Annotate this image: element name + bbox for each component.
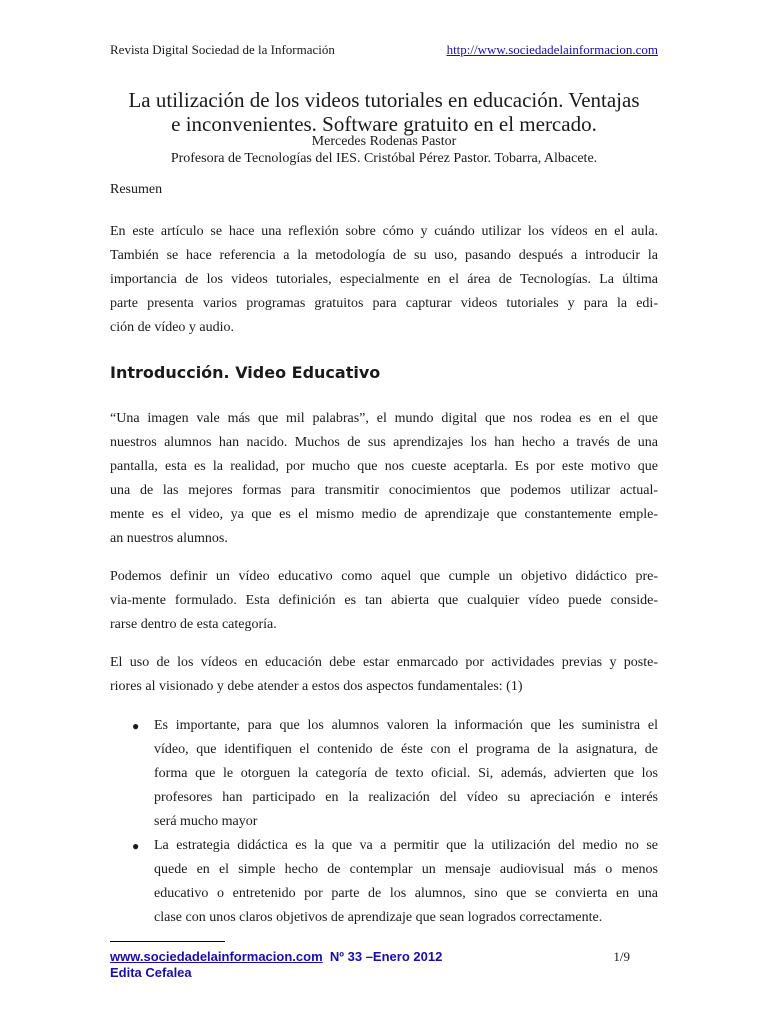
abstract-paragraph — [110, 220, 658, 340]
text-line: profesores han participado en la realización del vídeo su apreciación e interés — [154, 790, 658, 805]
footer-site-link[interactable]: www.sociedadelainformacion.com — [110, 949, 323, 964]
abstract-label: Resumen — [110, 182, 163, 197]
text-line: pantalla, esta es la realidad, por mucho que nos cueste aceptarla. Es por este motivo que — [110, 459, 658, 474]
text-line: una de las mejores formas para transmitir conocimientos que podemos utilizar actual- — [110, 483, 658, 498]
title-line: e inconvenientes. Software gratuito en el mercado. — [171, 112, 597, 136]
text-line: Podemos definir un vídeo educativo como aquel que cumple un objetivo didáctico pre- — [110, 569, 658, 584]
journal-name: Revista Digital Sociedad de la Información — [110, 42, 335, 57]
text-line: clase con unos claros objetivos de aprendizaje que sean logrados correctamente. — [154, 910, 603, 925]
text-line: La estrategia didáctica es la que va a permitir que la utilización del medio no se — [154, 838, 658, 853]
author-name: Mercedes Rodenas Pastor — [311, 134, 457, 149]
text-line: parte presenta varios programas gratuitos para capturar videos tutoriales y para la edi- — [110, 296, 658, 311]
text-line: “Una imagen vale más que mil palabras”, el mundo digital que nos rodea es en el que — [110, 411, 658, 426]
list-item — [110, 714, 658, 834]
page-footer — [110, 949, 658, 981]
text-line: También se hace referencia a la metodología de su uso, pasando después a introducir la — [110, 248, 658, 263]
text-line: vídeo, que identifiquen el contenido de éste con el programa de la asignatura, de — [154, 742, 658, 757]
journal-url-link[interactable]: http://www.sociedadelainformacion.com — [446, 42, 658, 57]
body-paragraph — [110, 651, 658, 699]
bullet-marker: ● — [132, 719, 140, 733]
text-line: rarse dentro de esta categoría. — [110, 617, 277, 632]
title-line: La utilización de los videos tutoriales en educación. Ventajas — [128, 88, 640, 112]
footer-rule — [110, 941, 225, 942]
list-item-text — [154, 714, 658, 834]
text-line: será mucho mayor — [154, 814, 258, 829]
text-line: an nuestros alumnos. — [110, 531, 228, 546]
article-title — [100, 88, 668, 136]
section-heading: Introducción. Video Educativo — [110, 363, 381, 382]
text-line: ción de vídeo y audio. — [110, 320, 235, 335]
author-affiliation: Profesora de Tecnologías del IES. Cristóbal Pérez Pastor. Tobarra, Albacete. — [170, 151, 598, 166]
footer-publisher: Edita Cefalea — [110, 965, 192, 980]
text-line: via-mente formulado. Esta definición es tan abierta que cualquier vídeo puede conside- — [110, 593, 658, 608]
footer-issue: Nº 33 –Enero 2012 — [329, 949, 443, 964]
body-paragraph — [110, 407, 658, 551]
text-line: educativo o entretenido por parte de los alumnos, sino que se convierta en una — [154, 886, 658, 901]
page-number: 1/9 — [613, 949, 630, 964]
body-paragraph — [110, 565, 658, 637]
bullet-marker: ● — [132, 839, 140, 853]
text-line: forma que le otorguen la categoría de texto oficial. Si, además, advierten que los — [154, 766, 658, 781]
text-line: Es importante, para que los alumnos valoren la información que les suministra el — [154, 718, 658, 733]
text-line: importancia de los videos tutoriales, especialmente en el área de Tecnologías. La última — [110, 272, 658, 287]
text-line: En este artículo se hace una reflexión sobre cómo y cuándo utilizar los vídeos en el aula. — [110, 224, 658, 239]
text-line: nuestros alumnos han nacido. Muchos de sus aprendizajes los han hecho a través de una — [110, 435, 658, 450]
text-line: El uso de los vídeos en educación debe estar enmarcado por actividades previas y poste- — [110, 655, 658, 670]
list-item-text — [154, 834, 658, 930]
text-line: riores al visionado y debe atender a estos dos aspectos fundamentales: (1) — [110, 679, 523, 694]
text-line: quede en el simple hecho de contemplar un mensaje audiovisual más o menos — [154, 862, 658, 877]
text-line: mente es el video, ya que es el mismo medio de aprendizaje que constantemente emple- — [110, 507, 658, 522]
list-item — [110, 834, 658, 930]
